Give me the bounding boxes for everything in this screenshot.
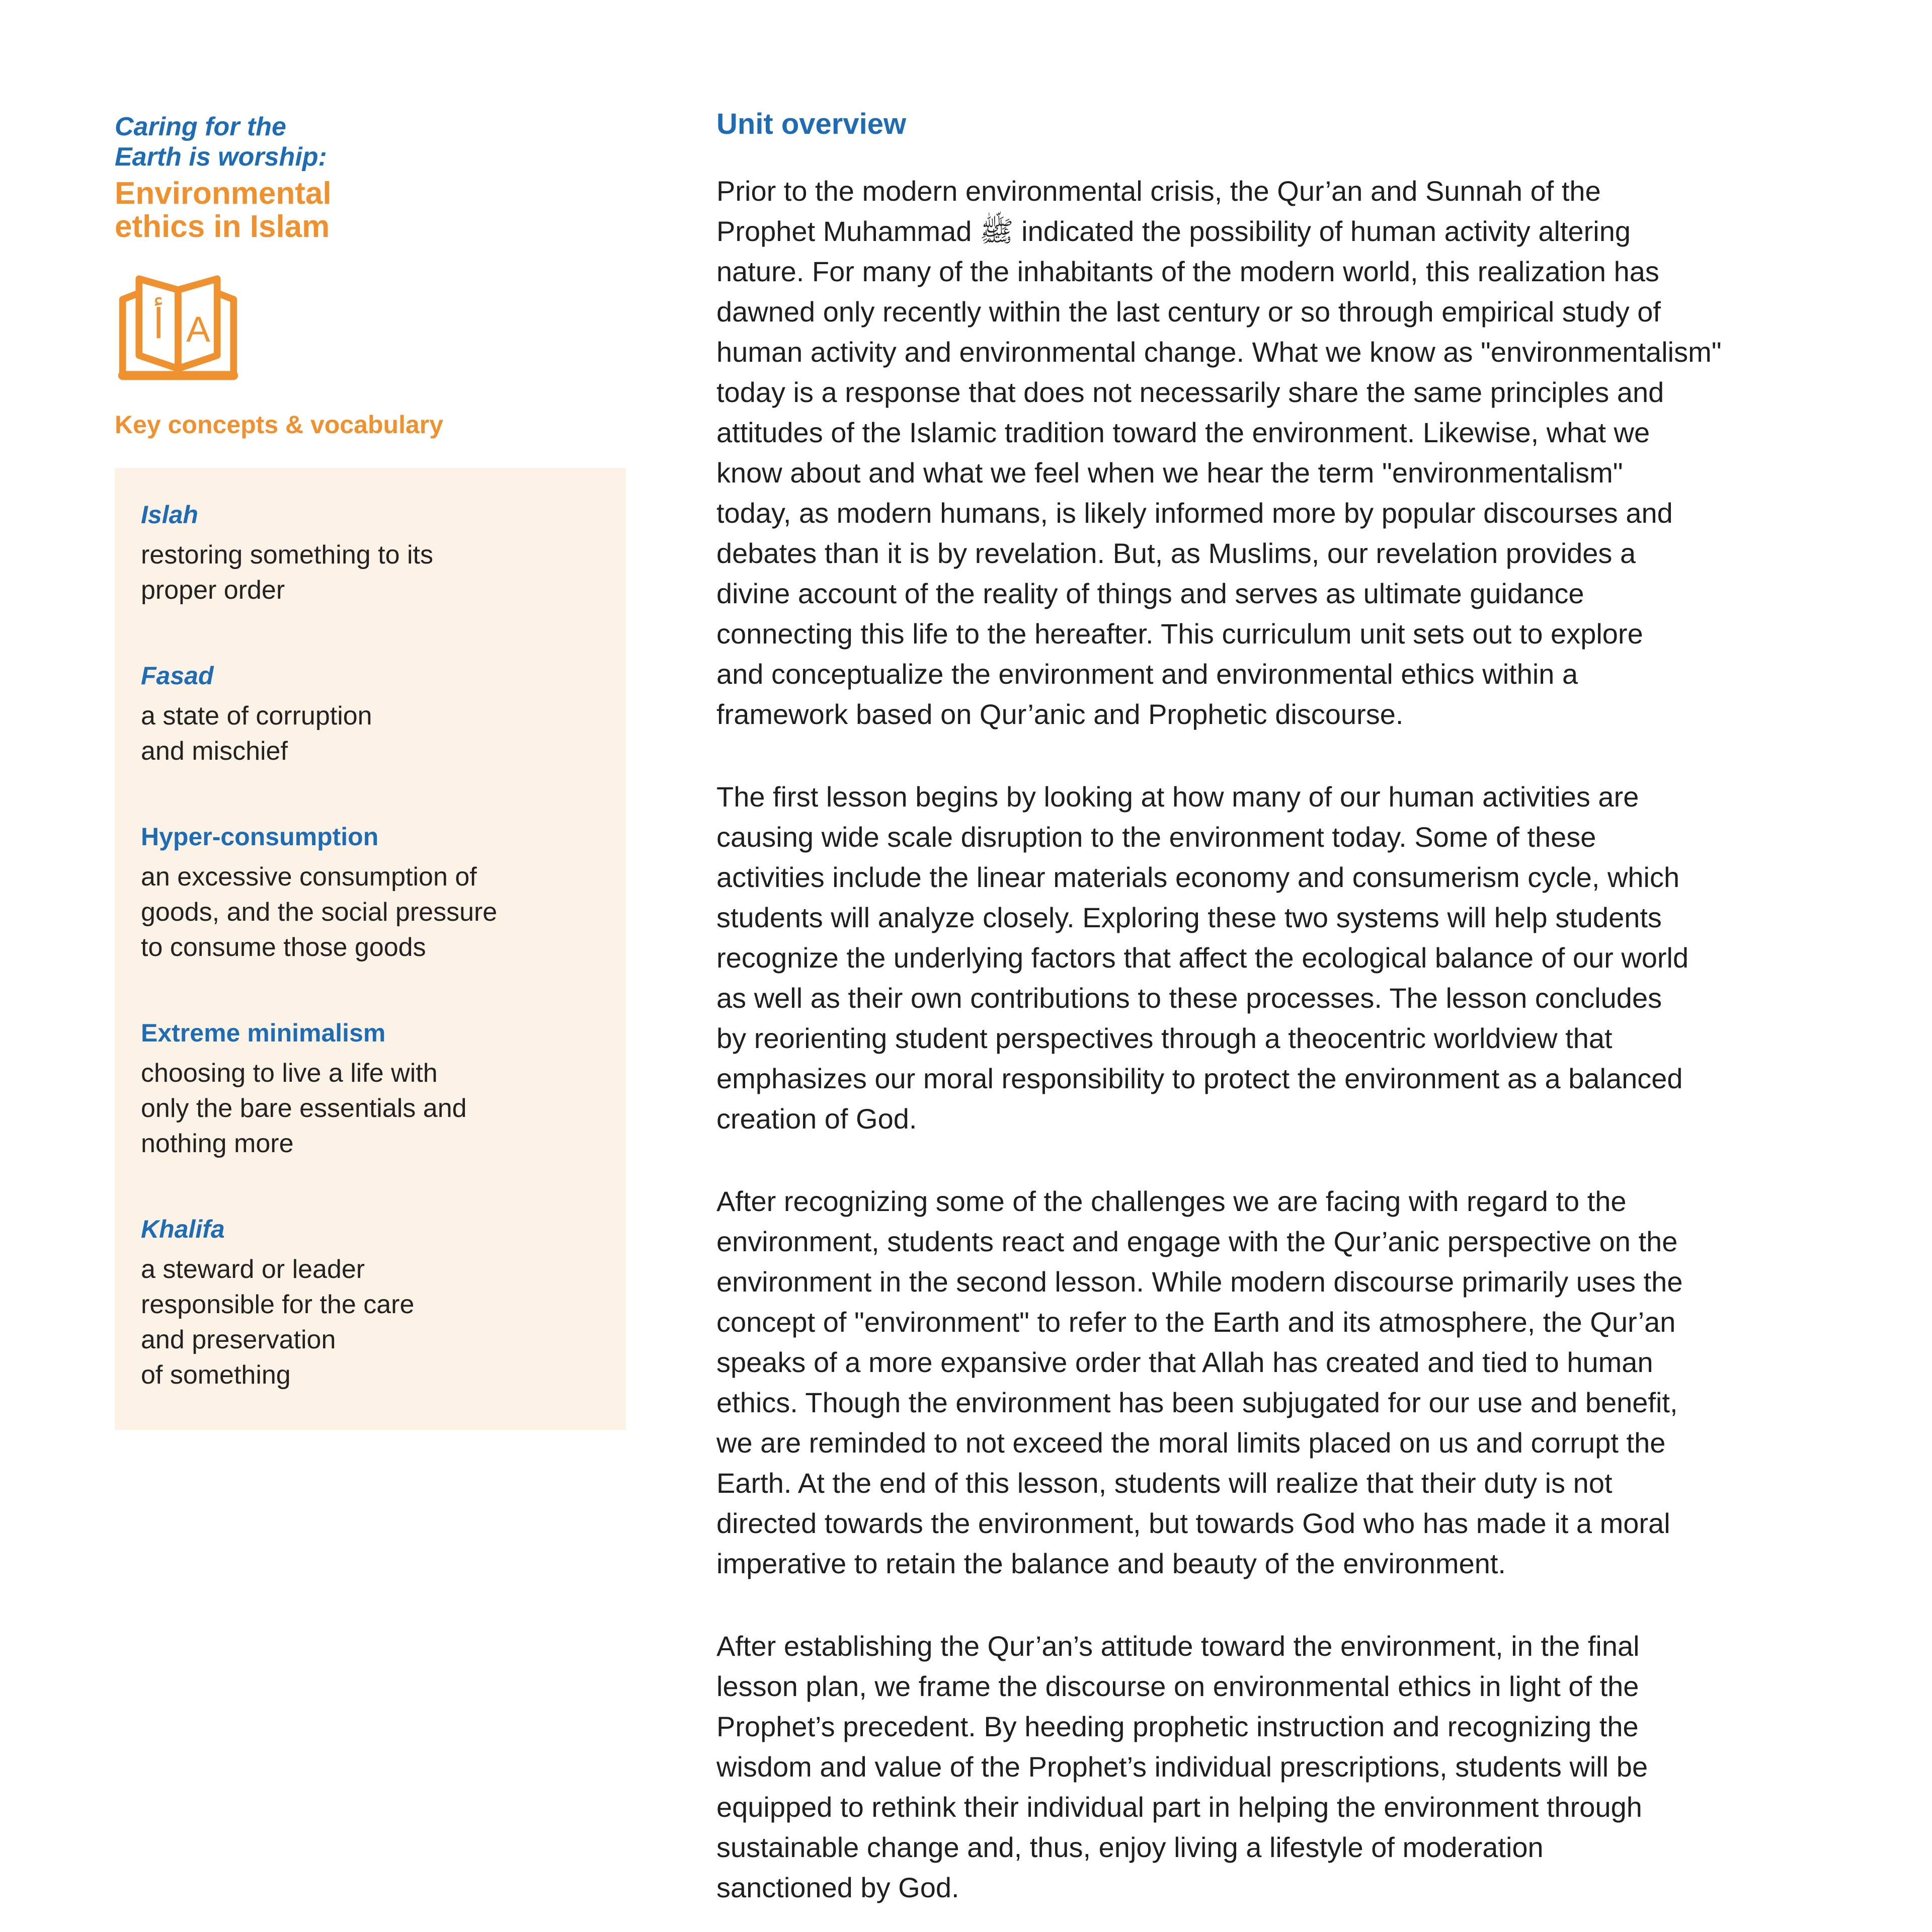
vocab-definition-line: and mischief	[141, 737, 288, 766]
vocab-definition-line: to consume those goods	[141, 933, 426, 962]
text-line: sanctioned by God.	[716, 1872, 959, 1903]
vocab-item	[141, 500, 605, 608]
text-line: Prior to the modern environmental crisis, the Qur’an and Sunnah of the	[716, 175, 1601, 207]
text-line: by reorienting student perspectives through a theocentric worldview that	[716, 1022, 1613, 1054]
vocab-box	[115, 468, 626, 1430]
unit-title	[115, 177, 648, 244]
vocab-term: Fasad	[141, 662, 214, 690]
vocab-term: Islah	[141, 501, 198, 529]
vocab-definition-line: a state of corruption	[141, 701, 372, 731]
text-line: students will analyze closely. Exploring these two systems will help students	[716, 902, 1662, 933]
vocab-item	[141, 822, 605, 965]
unit-overview-body	[716, 171, 1874, 1908]
unit-overview-paragraph	[716, 777, 1874, 1139]
vocab-term: Extreme minimalism	[141, 1019, 386, 1047]
text-line: today, as modern humans, is likely informed more by popular discourses and	[716, 497, 1673, 529]
vocab-definition-line: restoring something to its	[141, 540, 433, 570]
vocab-definition-line: responsible for the care	[141, 1290, 415, 1319]
vocab-item	[141, 661, 605, 769]
vocab-definition-line: choosing to live a life with	[141, 1059, 438, 1088]
text-line: Prophet’s precedent. By heeding prophetic instruction and recognizing the	[716, 1711, 1639, 1742]
text-line: speaks of a more expansive order that Allah has created and tied to human	[716, 1346, 1653, 1378]
text-line: creation of God.	[716, 1103, 917, 1135]
text-line: as well as their own contributions to these processes. The lesson concludes	[716, 982, 1662, 1014]
vocab-definition-line: only the bare essentials and	[141, 1094, 467, 1123]
text-line: connecting this life to the hereafter. This curriculum unit sets out to explore	[716, 618, 1643, 650]
text-line: The first lesson begins by looking at how many of our human activities are	[716, 781, 1639, 813]
text-line: dawned only recently within the last century or so through empirical study of	[716, 296, 1661, 328]
text-line: causing wide scale disruption to the environment today. Some of these	[716, 821, 1596, 853]
vocab-definition-line: and preservation	[141, 1325, 336, 1354]
unit-kicker-line: Caring for the	[115, 112, 286, 141]
text-line: directed towards the environment, but towards God who has made it a moral	[716, 1507, 1670, 1539]
vocab-term: Hyper-consumption	[141, 823, 379, 851]
text-line: today is a response that does not necessarily share the same principles and	[716, 376, 1664, 408]
vocab-definition-line: nothing more	[141, 1129, 294, 1158]
text-line: activities include the linear materials economy and consumerism cycle, which	[716, 861, 1680, 893]
text-line: know about and what we feel when we hear the term "environmentalism"	[716, 457, 1623, 489]
vocab-definition-line: a steward or leader	[141, 1255, 365, 1284]
text-line: After recognizing some of the challenges we are facing with regard to the	[716, 1185, 1627, 1217]
vocab-definition-line: an excessive consumption of	[141, 862, 477, 892]
text-line: environment in the second lesson. While modern discourse primarily uses the	[716, 1266, 1683, 1298]
latin-letter-glyph: A	[186, 309, 210, 350]
text-line: sustainable change and, thus, enjoy living a lifestyle of moderation	[716, 1831, 1544, 1863]
unit-overview-paragraph	[716, 1181, 1874, 1584]
text-line: concept of "environment" to refer to the Earth and its atmosphere, the Qur’an	[716, 1306, 1676, 1338]
unit-kicker-line: Earth is worship:	[115, 142, 327, 172]
unit-overview-paragraph	[716, 171, 1874, 735]
arabic-letter-glyph: أ	[152, 300, 165, 348]
unit-title-line: ethics in Islam	[115, 209, 330, 244]
text-line: attitudes of the Islamic tradition toward the environment. Likewise, what we	[716, 417, 1650, 448]
text-line: recognize the underlying factors that affect the ecological balance of our world	[716, 942, 1689, 974]
vocab-definition-line: of something	[141, 1360, 291, 1390]
text-line: Earth. At the end of this lesson, students will realize that their duty is not	[716, 1467, 1613, 1499]
text-line: divine account of the reality of things and serves as ultimate guidance	[716, 578, 1584, 609]
text-line: emphasizes our moral responsibility to protect the environment as a balanced	[716, 1063, 1683, 1094]
text-line: and conceptualize the environment and environmental ethics within a	[716, 658, 1578, 690]
sidebar	[115, 112, 648, 1430]
text-line: imperative to retain the balance and beauty of the environment.	[716, 1548, 1506, 1579]
vocab-definition-line: proper order	[141, 576, 285, 605]
text-line: After establishing the Qur’an’s attitude toward the environment, in the final	[716, 1630, 1640, 1662]
text-line: nature. For many of the inhabitants of the modern world, this realization has	[716, 256, 1659, 287]
unit-title-line: Environmental	[115, 176, 332, 211]
unit-overview-section	[716, 108, 1874, 1908]
text-line: environment, students react and engage with the Qur’anic perspective on the	[716, 1226, 1678, 1257]
text-line: ethics. Though the environment has been subjugated for our use and benefit,	[716, 1387, 1678, 1418]
text-line: debates than it is by revelation. But, as Muslims, our revelation provides a	[716, 537, 1636, 569]
text-line: human activity and environmental change. What we know as "environmentalism"	[716, 336, 1722, 368]
text-line: equipped to rethink their individual part in helping the environment through	[716, 1791, 1642, 1823]
text-line: framework based on Qur’anic and Prophetic discourse.	[716, 698, 1404, 730]
text-line: lesson plan, we frame the discourse on environmental ethics in light of the	[716, 1670, 1639, 1702]
open-book-icon	[115, 272, 242, 388]
text-line: Prophet Muhammad ﷺ indicated the possibility of human activity altering	[716, 215, 1631, 247]
vocab-term: Khalifa	[141, 1215, 225, 1243]
unit-overview-paragraph	[716, 1626, 1874, 1908]
text-line: wisdom and value of the Prophet’s individual prescriptions, students will be	[716, 1751, 1648, 1783]
unit-overview-heading: Unit overview	[716, 108, 907, 140]
unit-kicker	[115, 112, 648, 172]
vocab-item	[141, 1018, 605, 1161]
vocab-definition-line: goods, and the social pressure	[141, 898, 498, 927]
vocab-item	[141, 1215, 605, 1393]
text-line: we are reminded to not exceed the moral limits placed on us and corrupt the	[716, 1427, 1666, 1459]
key-concepts-heading: Key concepts & vocabulary	[115, 411, 444, 439]
